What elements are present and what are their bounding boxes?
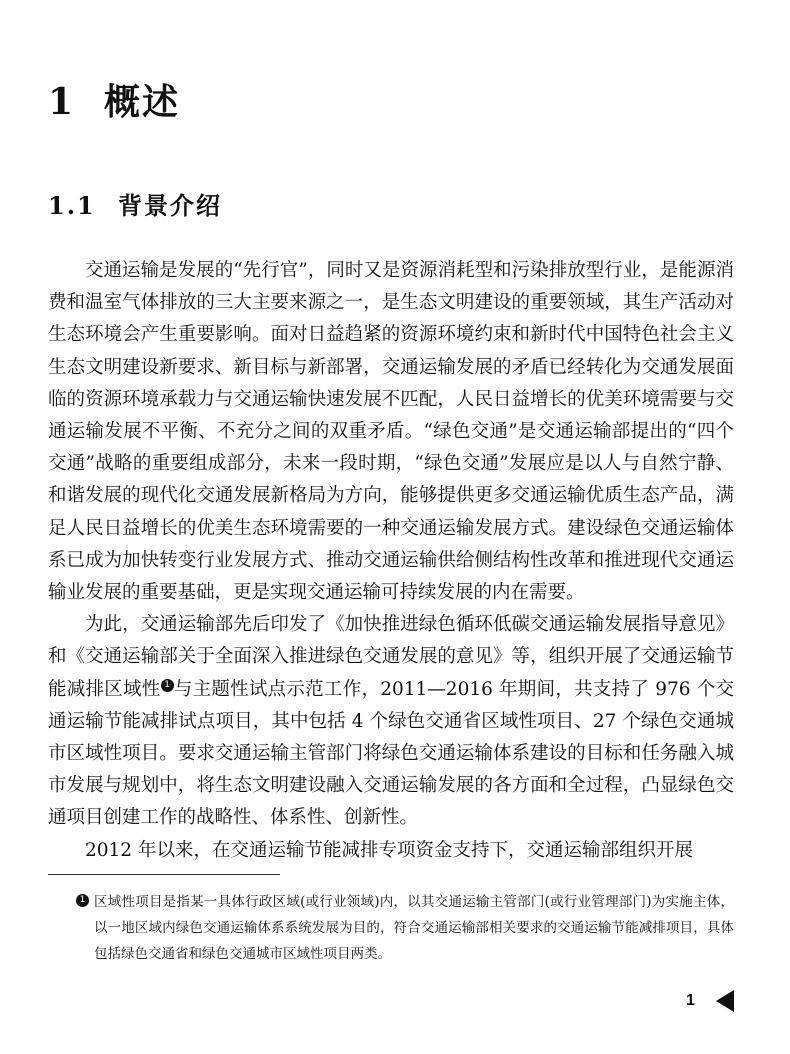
paragraph-1: 交通运输是发展的“先行官”，同时又是资源消耗型和污染排放型行业，是能源消费和温室气体排放的三大主要来源之一，是生态文明建设的重要领域，其生产活动对生态环境会产生重要影响。面对日益趋紧的资源环境约束和新时代中国特色社会主义生态文明建设新要求、新目标与新部署，交通运输发展的矛盾已经转化为交通发展面临的资源环境承载力与交通运输快速发展不匹配，人民日益增长的优美环境需要与交通运输发展不平衡、不充分之间的双重矛盾。“绿色交通”是交通运输部提出的“四个交通”战略的重要组成部分，未来一段时期，“绿色交通”发展应是以人与自然宁静、和谐发展的现代化交通发展新格局为方向，能够提供更多交通运输优质生态产品，满足人民日益增长的优美生态环境需要的一种交通运输发展方式。建设绿色交通运输体系已成为加快转变行业发展方式、推动交通运输供给侧结构性改革和推进现代交通运输业发展的重要基础，更是实现交通运输可持续发展的内在需要。 — [48, 260, 734, 604]
footnote-mark: 1 — [76, 894, 89, 907]
body-text — [48, 255, 734, 867]
footnote-divider — [48, 874, 280, 875]
page-marker-triangle-icon — [716, 990, 734, 1012]
paragraph-2-text-after-ref: 与主题性试点示范工作，2011—2016 年期间，共支持了 976 个交通运输节能减排试点项目，其中包括 4 个绿色交通省区域性项目、27 个绿色交通城市区域性项目。要求交通运输主管部门将绿色交通运输体系建设的目标和任务融入城市发展与规划中，将生态文明建设融入交通运输发展的各方面和全过程，凸显绿色交通项目创建工作的战略性、体系性、创新性。 — [48, 678, 734, 829]
footnote — [80, 889, 734, 967]
chapter-heading — [48, 80, 180, 124]
paragraph-2 — [48, 609, 734, 834]
section-heading — [48, 190, 222, 222]
chapter-title-text: 概述 — [104, 81, 181, 123]
page-number: 1 — [686, 992, 695, 1009]
footnote-text: 区域性项目是指某一具体行政区域(或行业领域)内，以其交通运输主管部门(或行业管理部门)为实施主体，以一地区域内绿色交通运输体系系统发展为目的，符合交通运输部相关要求的交通运输节能减排项目，具体包括绿色交通省和绿色交通城市区域性项目两类。 — [94, 894, 734, 962]
section-title-text: 背景介绍 — [118, 191, 222, 220]
paragraph-2-text-before-ref: 为此，交通运输部先后印发了《加快推进绿色循环低碳交通运输发展指导意见》和《交通运输部关于全面深入推进绿色交通发展的意见》等，组织开展了交通运输节能减排区域性 — [48, 614, 734, 700]
section-number: 1.1 — [48, 191, 96, 220]
paragraph-3: 2012 年以来，在交通运输节能减排专项资金支持下，交通运输部组织开展 — [85, 839, 693, 861]
chapter-number: 1 — [48, 81, 76, 123]
footnote-reference-mark[interactable]: 1 — [161, 679, 174, 692]
